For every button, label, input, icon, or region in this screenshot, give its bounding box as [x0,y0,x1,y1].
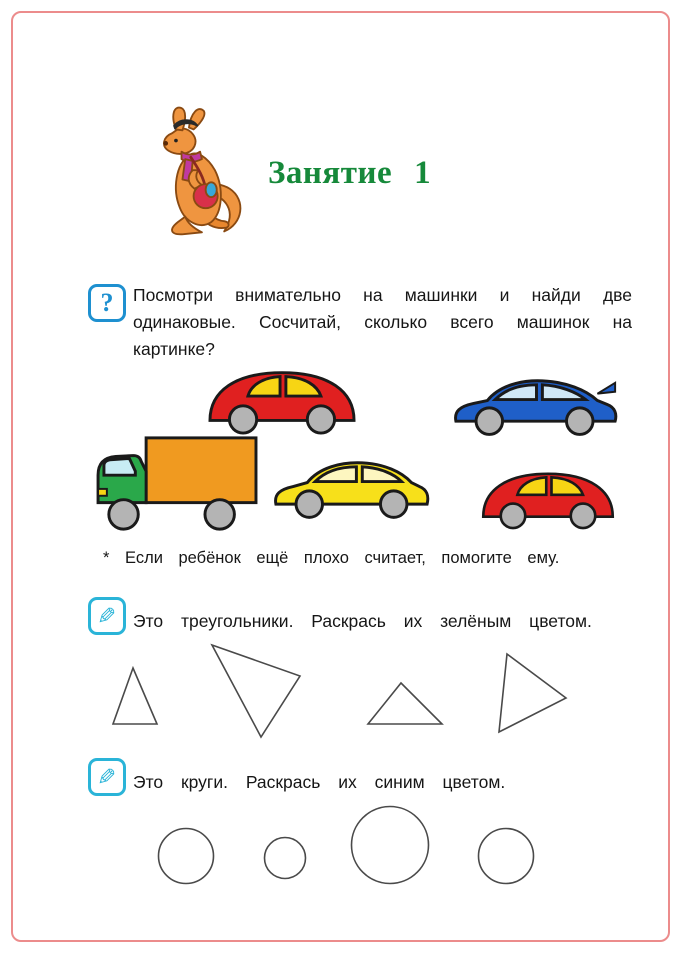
kangaroo-mascot [150,102,252,244]
circle-shape[interactable] [477,827,535,885]
question-mark: ? [100,288,114,317]
title-number: 1 [414,155,432,191]
car-yellow-hatchback[interactable] [270,447,432,521]
text-line: одинаковые. Сосчитай, сколько всего машинок на [133,312,632,332]
truck[interactable] [92,432,264,535]
title-word: Занятие [268,155,393,191]
task-count-cars-text [133,282,632,363]
car-red-beetle-bottom[interactable] [478,464,618,530]
question-icon [88,284,126,322]
page-title [268,155,431,192]
circle-shape[interactable] [157,827,215,885]
pencil-glyph: ✎ [97,763,117,790]
circle-shape[interactable] [350,805,430,885]
car-red-beetle-top[interactable] [204,362,360,435]
text-line: картинке? [133,339,215,359]
triangle-shape[interactable] [366,681,444,726]
triangle-shape[interactable] [496,651,568,734]
car-blue-sedan[interactable] [450,368,622,437]
pencil-glyph: ✎ [97,602,117,629]
circle-shape[interactable] [263,836,307,880]
triangle-shape[interactable] [111,666,159,726]
triangle-shape[interactable] [203,643,303,739]
text-line: Посмотри внимательно на машинки и найди две [133,285,632,305]
pencil-icon [88,758,126,796]
task-triangles-text: Это треугольники. Раскрась их зелёным цветом. [133,611,592,631]
footnote: * Если ребёнок ещё плохо считает, помогите ему. [103,549,560,567]
pencil-icon [88,597,126,635]
task-circles-text: Это круги. Раскрась их синим цветом. [133,772,506,792]
